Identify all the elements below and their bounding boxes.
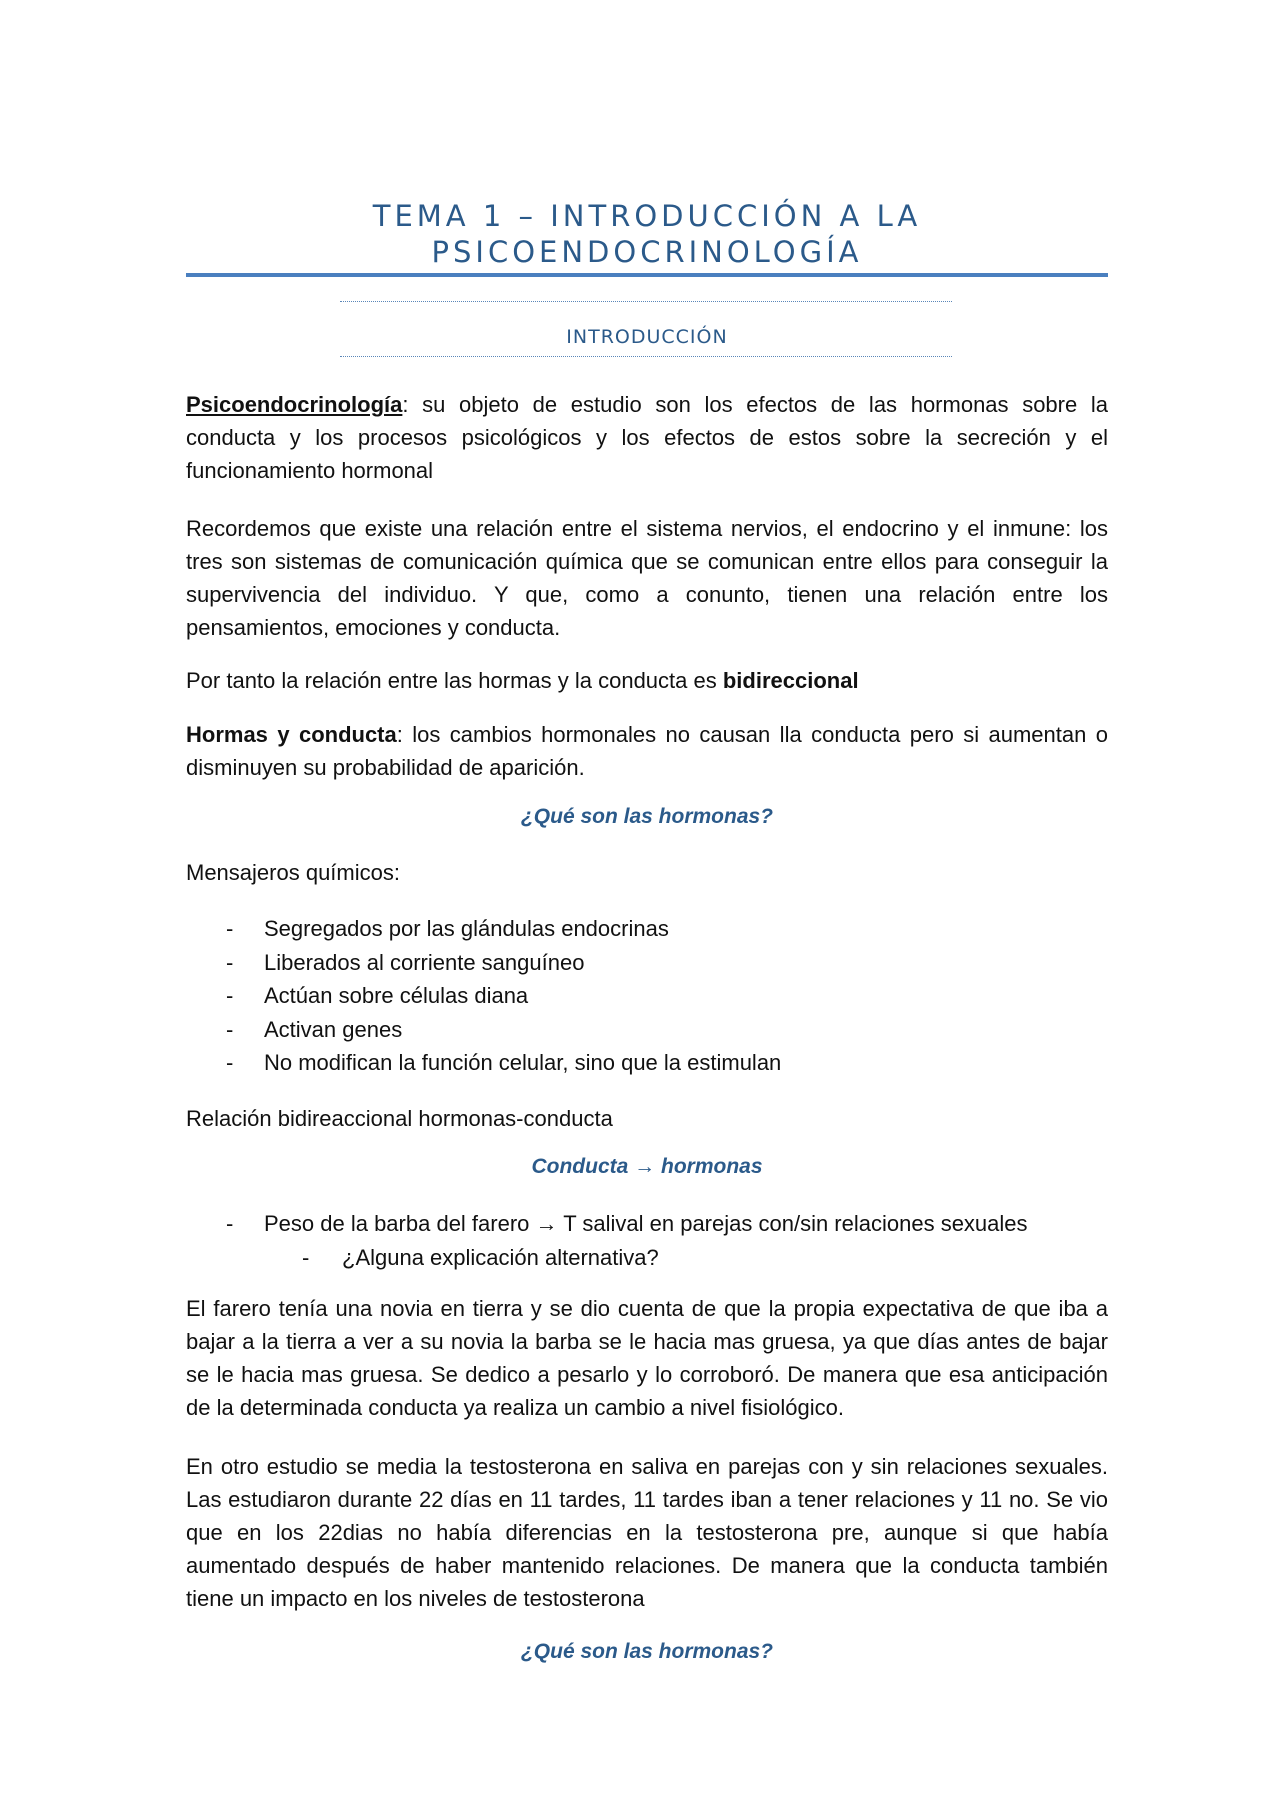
- bidireccional-text: Por tanto la relación entre las hormas y la conducta es: [186, 668, 723, 693]
- title-underline: [186, 273, 1108, 277]
- list-item: - Peso de la barba del farero → T salival en parejas con/sin relaciones sexuales: [186, 1207, 1028, 1241]
- bullet-dash: -: [226, 1211, 234, 1236]
- paragraph-hormas-conducta: [186, 718, 1108, 784]
- section-divider-top: [340, 301, 952, 302]
- list-item: - Liberados al corriente sanguíneo: [186, 946, 781, 980]
- hormas-conducta-term: Hormas y conducta: [186, 722, 397, 747]
- list-item: - Actúan sobre células diana: [186, 979, 781, 1013]
- bullet-dash: -: [226, 916, 234, 941]
- paragraph-definition: [186, 388, 1108, 487]
- paragraph-relacion-sistemas: Recordemos que existe una relación entre el sistema nervios, el endocrino y el inmune: los tres son sistemas de comunicación química que se comunican entre ellos para conseguir la supervivencia del individuo. Y que, como a conunto, tienen una relación entre los pensamientos, emociones y conducta.: [186, 516, 1108, 640]
- bullet-dash: -: [302, 1244, 310, 1270]
- mensajeros-list: [186, 912, 781, 1080]
- list-item: - No modifican la función celular, sino que la estimulan: [186, 1046, 781, 1080]
- title-line-1: TEMA 1 – INTRODUCCIÓN A LA: [372, 199, 922, 233]
- bullet-dash: -: [226, 983, 234, 1008]
- term-psicoendocrinologia: Psicoendocrinología: [186, 392, 403, 417]
- relacion-label: Relación bidireaccional hormonas-conducta: [186, 1106, 613, 1131]
- mensajeros-label: Mensajeros químicos:: [186, 860, 400, 885]
- title-line-2: PSICOENDOCRINOLOGÍA: [431, 235, 863, 269]
- subheading-que-son-hormonas: ¿Qué son las hormonas?: [520, 805, 774, 828]
- arrow-right-icon: →: [634, 1155, 656, 1178]
- list-item: - Segregados por las glándulas endocrinas: [186, 912, 781, 946]
- definition-text: : su objeto de estudio son los efectos de las hormonas sobre la conducta y los procesos psicológicos y los efectos de estos sobre la secreción y el funcionamiento hormonal: [186, 392, 1108, 483]
- bullet-dash: -: [226, 949, 234, 975]
- bidireccional-bold: bidireccional: [722, 668, 859, 693]
- subheading-conducta-hormonas: Conducta → hormonas: [531, 1155, 763, 1178]
- hormas-conducta-text: : los cambios hormonales no causan lla conducta pero si aumentan o disminuyen su probabilidad de aparición.: [186, 722, 1108, 780]
- bullet-dash: -: [226, 1050, 234, 1075]
- section-heading: INTRODUCCIÓN: [566, 326, 728, 348]
- section-divider-bottom: [340, 356, 952, 357]
- subheading-que-son-hormonas-2: ¿Qué son las hormonas?: [520, 1640, 774, 1663]
- arrow-right-icon: →: [535, 1211, 558, 1236]
- list-subitem: - ¿Alguna explicación alternativa?: [186, 1241, 1028, 1275]
- paragraph-farero: El farero tenía una novia en tierra y se dio cuenta de que la propia expectativa de que iba a bajar a la tierra a ver a su novia la barba se le hacia mas gruesa, ya que días antes de bajar se le hacia mas gruesa. Se dedico a pesarlo y lo corroboró. De manera que esa anticipación de la determinada conducta ya realiza un cambio a nivel fisiológico.: [186, 1296, 1108, 1420]
- paragraph-testosterona: En otro estudio se media la testosterona en saliva en parejas con y sin relaciones sexuales. Las estudiaron durante 22 días en 11 tardes, 11 tardes iban a tener relaciones y 11 no. Se vio que en los 22dias no había diferencias en la testosterona pre, aunque si que había aumentado después de haber mantenido relaciones. De manera que la conducta también tiene un impacto en los niveles de testosterona: [186, 1454, 1108, 1611]
- conducta-list: [186, 1207, 1028, 1274]
- paragraph-bidireccional: [186, 664, 1108, 697]
- list-item: - Activan genes: [186, 1013, 781, 1047]
- bullet-dash: -: [226, 1016, 234, 1042]
- document-title: [186, 198, 1108, 270]
